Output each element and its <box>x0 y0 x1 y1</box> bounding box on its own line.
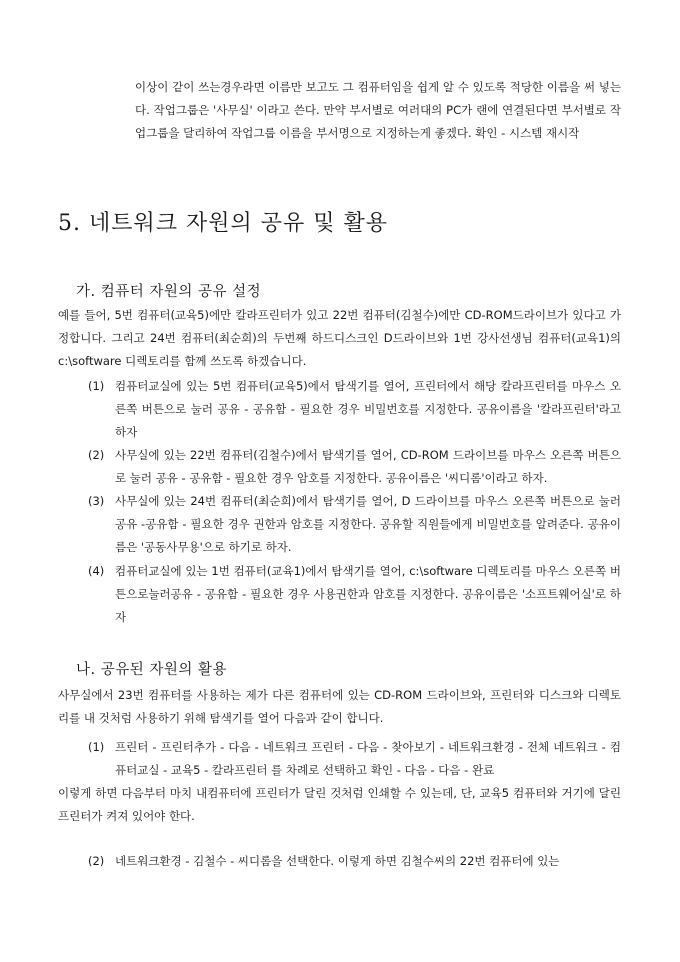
item-number: (2) <box>88 448 105 462</box>
subsection-b-paragraph: 사무실에서 23번 컴퓨터를 사용하는 제가 다른 컴퓨터에 있는 CD-ROM 드라이브와, 프린터와 디스크와 디렉토리를 내 것처럼 사용하기 위해 탐색기를 열어 다음과 같이 합니다. <box>58 688 621 725</box>
section-title: 5. 네트워크 자원의 공유 및 활용 <box>58 211 388 236</box>
subsection-a-title: 가. 컴퓨터 자원의 공유 설정 <box>76 284 262 300</box>
intro-paragraph: 이상이 같이 쓰는경우라면 이름만 보고도 그 컴퓨터임을 쉽게 알 수 있도록 적당한 이름을 써 넣는다. 작업그룹은 '사무실' 이라고 쓴다. 만약 부서별로 여러대의 PC가 랜에 연결된다면 부서별로 작업그룹을 달리하여 작업그룹 이름을 부서명으로 지정하는게 좋겠다. 확인 - 시스템 재시작 <box>135 80 621 140</box>
list-item <box>88 850 621 873</box>
item-text: 사무실에 있는 24번 컴퓨터(최순희)에서 탐색기를 열어, D 드라이브를 마우스 오른쪽 버튼으로 눌러 공유 -공유함 - 필요한 경우 권한과 암호를 지정한다. 공유할 직원들에게 비밀번호를 알려준다. 공유이름은 '공동사무용'으로 하기로 하자. <box>115 494 621 554</box>
item-text: 네트워크환경 - 김철수 - 씨디롬을 선택한다. 이렇게 하면 김철수씨의 22번 컴퓨터에 있는 <box>115 854 560 868</box>
item-number: (3) <box>88 494 105 508</box>
subsection-b-note: 이렇게 하면 다음부터 마치 내컴퓨터에 프린터가 달린 것처럼 인쇄할 수 있는데, 단, 교육5 컴퓨터와 거기에 달린 프린터가 켜져 있어야 한다. <box>58 786 621 823</box>
list-item <box>88 444 621 490</box>
item-text: 프린터 - 프린터추가 - 다음 - 네트워크 프린터 - 다음 - 찾아보기 - 네트워크환경 - 전체 네트워크 - 컴퓨터교실 - 교육5 - 칼라프린터 를 차례로 선택하고 확인 - 다음 - 다음 - 완료 <box>115 740 621 777</box>
item-number: (1) <box>88 379 105 393</box>
item-text: 사무실에 있는 22번 컴퓨터(김철수)에서 탐색기를 열어, CD-ROM 드라이브를 마우스 오른쪽 버튼으로 눌러 공유 - 공유함 - 필요한 경우 암호를 지정한다. 공유이름은 '씨디롬'이라고 하자. <box>115 448 621 485</box>
item-text: 컴퓨터교실에 있는 1번 컴퓨터(교육1)에서 탐색기를 열어, c:\software 디렉토리를 마우스 오른쪽 버튼으로눌러공유 - 공유함 - 필요한 경우 사용권한과 암호를 지정한다. 공유이름은 '소프트웨어실'로 하자 <box>115 564 621 624</box>
item-text: 컴퓨터교실에 있는 5번 컴퓨터(교육5)에서 탐색기를 열어, 프린터에서 해당 칼라프린터를 마우스 오른쪽 버튼으로 눌러 공유 - 공유함 - 필요한 경우 비밀번호를 지정한다. 공유이름을 '칼라프린터'라고 하자 <box>115 379 621 439</box>
item-number: (4) <box>88 564 105 578</box>
subsection-b-title: 나. 공유된 자원의 활용 <box>76 662 227 678</box>
list-item <box>88 490 621 559</box>
item-number: (1) <box>88 740 105 754</box>
subsection-a-paragraph: 예를 들어, 5번 컴퓨터(교육5)에만 칼라프린터가 있고 22번 컴퓨터(김철수)에만 CD-ROM드라이브가 있다고 가정합니다. 그리고 24번 컴퓨터(최순희)의 두번째 하드디스크인 D드라이브와 1번 강사선생님 컴퓨터(교육1)의 c:\software 디렉토리를 함께 쓰도록 하겠습니다. <box>58 308 621 368</box>
list-item <box>88 736 621 782</box>
item-number: (2) <box>88 854 105 868</box>
list-item <box>88 560 621 629</box>
list-item <box>88 375 621 444</box>
